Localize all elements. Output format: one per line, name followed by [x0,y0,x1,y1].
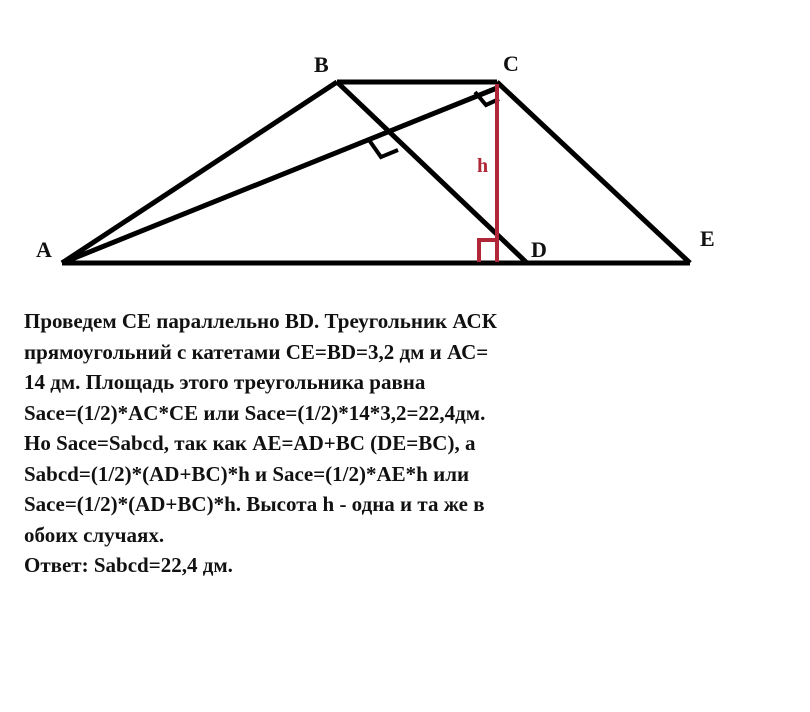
point-label-a: A [36,237,52,262]
trapezoid-diagram [0,0,810,300]
solution-line: Но Sace=Sabcd, так как AE=AD+BC (DE=BC), а [24,431,476,455]
solution-line: Sabcd=(1/2)*(AD+BC)*h и Sace=(1/2)*AE*h или [24,461,470,486]
solution-line: 14 дм. Площадь этого треугольника равна [24,370,426,394]
solution-text [24,306,800,581]
solution-line: прямоугольний с катетами СЕ=BD=3,2 дм и АС= [24,339,489,364]
answer-line: Ответ: Sabcd=22,4 дм. [24,553,233,577]
segment-ce [497,82,690,263]
height-label: h [477,155,489,177]
point-label-e: E [700,226,715,251]
right-angle-mark-height [479,240,495,262]
point-label-d: D [531,237,547,262]
solution-line: обоих случаях. [24,522,165,547]
segment-ab [62,82,337,263]
solution-line: Проведем СЕ параллельно BD. Треугольник АСК [24,309,497,333]
point-label-c: C [503,51,519,76]
solution-line: Sace=(1/2)*(AD+BC)*h. Высота h - одна и та же в [24,492,485,516]
point-label-b: B [314,52,329,77]
right-angle-mark-intersection [369,140,398,157]
solution-line: Sace=(1/2)*AC*CE или Sace=(1/2)*14*3,2=22,4дм. [24,400,486,425]
